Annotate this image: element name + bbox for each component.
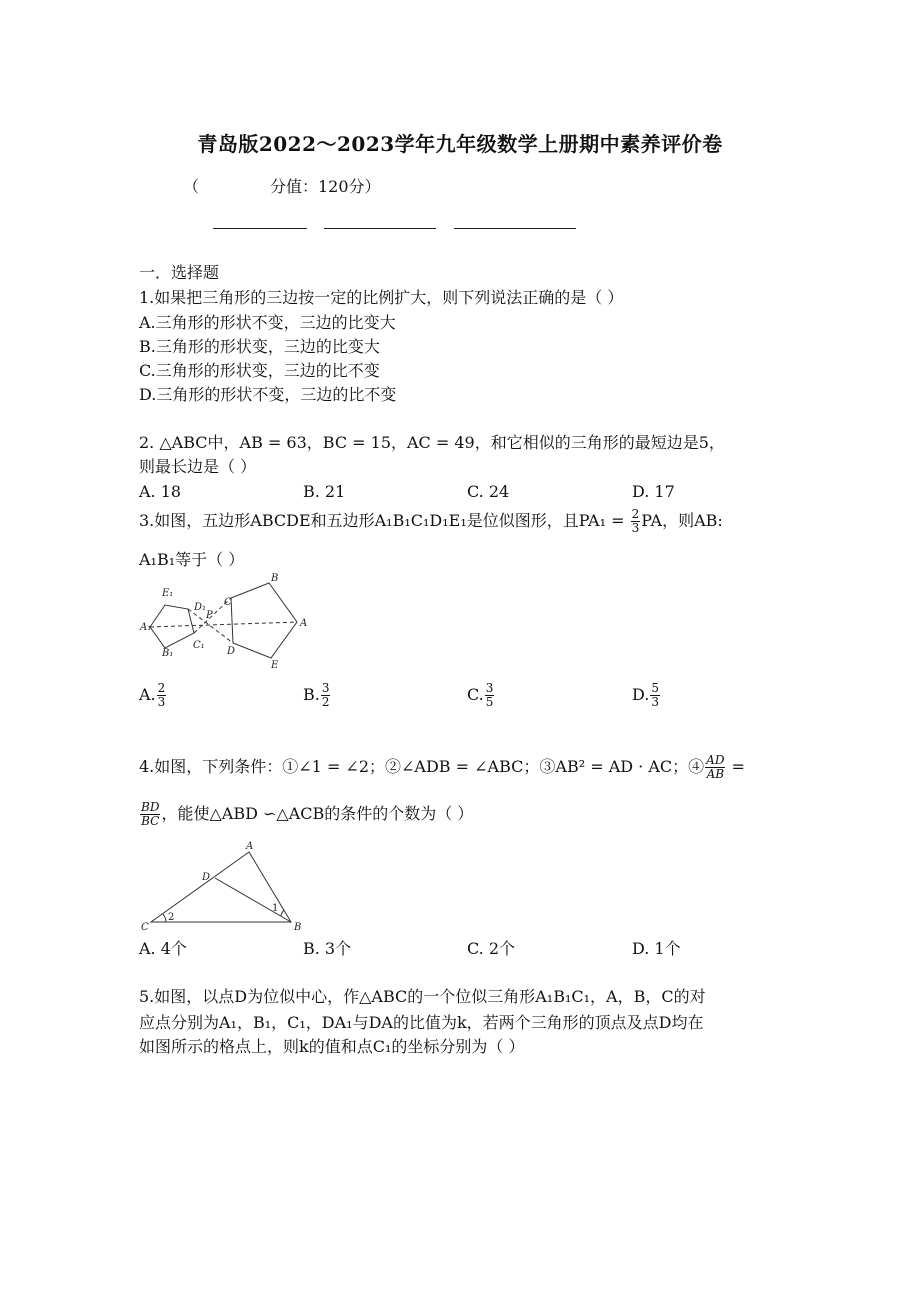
q3-pentagon-figure	[138, 570, 328, 674]
label-b1: B₁	[162, 648, 174, 659]
q4-frac2-num: BD	[141, 800, 160, 814]
page-title: 青岛版2022～2023学年九年级数学上册期中素养评价卷	[197, 132, 723, 156]
q4-option-c: C. 2个	[467, 939, 516, 958]
blank-name[interactable]	[324, 228, 436, 229]
q3-option-b-label: B.	[303, 685, 320, 704]
q3-b-den: 2	[321, 695, 330, 709]
q2-option-d: D. 17	[632, 482, 675, 501]
q3-option-d	[632, 682, 661, 709]
q4-triangle-figure	[138, 838, 308, 936]
q3-c-den: 5	[485, 695, 494, 709]
q3-a-num: 2	[157, 681, 166, 695]
q3-b-num: 3	[321, 681, 330, 695]
q3-option-b	[303, 682, 331, 709]
score-open-paren: （	[183, 177, 200, 196]
label-c1: C₁	[193, 640, 205, 651]
label-2: 2	[168, 912, 175, 923]
label-d: D	[202, 872, 211, 883]
blank-number[interactable]	[454, 228, 576, 229]
section-heading: 一．选择题	[139, 263, 220, 282]
q5-line2: 应点分别为A₁，B₁，C₁，DA₁与DA的比值为k，若两个三角形的顶点及点D均在	[139, 1013, 704, 1032]
q3-d-den: 3	[651, 695, 659, 709]
angle-1-arc	[281, 910, 284, 916]
q3-option-a-frac	[157, 682, 167, 709]
label-a: A	[246, 841, 254, 852]
q3-c-num: 3	[485, 681, 494, 695]
q3-option-b-frac	[321, 682, 331, 709]
q1-option-d: D.三角形的形状不变，三边的比不变	[139, 385, 397, 404]
q4-line2-text: ，能使△ABD ∽△ACB的条件的个数为（ ）	[161, 804, 474, 823]
angle-2-arc	[163, 914, 166, 922]
q3-line1-start: 3.如图，五边形ABCDE和五边形A₁B₁C₁D₁E₁是位似图形，且PA₁ =	[139, 511, 630, 530]
label-d1: D₁	[194, 602, 207, 613]
label-c: C	[141, 922, 149, 933]
q2-option-b: B. 21	[303, 482, 346, 501]
label-b: B	[294, 922, 302, 933]
q3-d-num: 5	[651, 681, 659, 695]
q4-frac-bd-bc	[140, 801, 160, 828]
q4-option-b: B. 3个	[303, 939, 352, 958]
q4-line1-end: =	[726, 757, 745, 776]
q4-frac2-den: BC	[141, 814, 160, 828]
q2-line1: 2. △ABC中，AB = 63，BC = 15，AC = 49，和它相似的三角形的最短边是5，	[139, 433, 725, 452]
q2-line2: 则最长边是（ ）	[139, 457, 257, 476]
q3-frac-den: 3	[631, 521, 640, 535]
label-1: 1	[272, 903, 279, 914]
q1-option-b: B.三角形的形状变，三边的比变大	[139, 337, 380, 356]
q3-option-c	[467, 682, 495, 709]
q4-option-d: D. 1个	[632, 939, 681, 958]
q4-frac1-num: AD	[706, 753, 725, 767]
q2-option-a: A. 18	[139, 482, 182, 501]
q4-line1	[139, 754, 745, 781]
q3-option-a	[139, 682, 167, 709]
score-label: 分值：120分）	[270, 177, 381, 196]
label-a: A	[300, 618, 308, 629]
q3-fraction	[631, 508, 641, 535]
q4-line2	[139, 801, 473, 828]
q3-option-d-frac	[650, 682, 660, 709]
q2-option-c: C. 24	[467, 482, 510, 501]
q3-option-c-label: C.	[467, 685, 484, 704]
q1-option-a: A.三角形的形状不变，三边的比变大	[139, 313, 396, 332]
label-d: D	[227, 646, 236, 657]
q3-option-a-label: A.	[139, 685, 156, 704]
q4-line1-start: 4.如图，下列条件：①∠1 = ∠2；②∠ADB = ∠ABC；③AB² = AD · AC；④	[139, 757, 705, 776]
q3-frac-num: 2	[631, 507, 640, 521]
q4-option-a: A. 4个	[139, 939, 187, 958]
q3-option-d-label: D.	[632, 685, 650, 704]
blank-class[interactable]	[213, 228, 307, 229]
q5-line1: 5.如图，以点D为位似中心，作△ABC的一个位似三角形A₁B₁C₁，A，B，C的对	[139, 987, 706, 1006]
segment-db	[215, 878, 291, 922]
label-c: C	[224, 597, 232, 608]
q3-line2: A₁B₁等于（ ）	[139, 550, 245, 569]
q4-frac-ad-ab	[705, 754, 725, 781]
q3-option-c-frac	[485, 682, 495, 709]
label-b: B	[271, 573, 279, 584]
label-e1: E₁	[162, 588, 174, 599]
q1-stem: 1.如果把三角形的三边按一定的比例扩大，则下列说法正确的是（ ）	[139, 288, 624, 307]
label-e: E	[271, 660, 279, 671]
label-p: P	[206, 610, 213, 621]
large-pentagon	[231, 583, 297, 658]
label-a1: A₁	[140, 622, 152, 633]
q5-line3: 如图所示的格点上，则k的值和点C₁的坐标分别为（ ）	[139, 1037, 525, 1056]
q3-line1	[139, 508, 723, 535]
q3-a-den: 3	[157, 695, 166, 709]
q3-line1-end: PA，则AB:	[641, 511, 723, 530]
q4-frac1-den: AB	[706, 767, 725, 781]
axis-line	[150, 622, 297, 627]
q1-option-c: C.三角形的形状变，三边的比不变	[139, 361, 380, 380]
